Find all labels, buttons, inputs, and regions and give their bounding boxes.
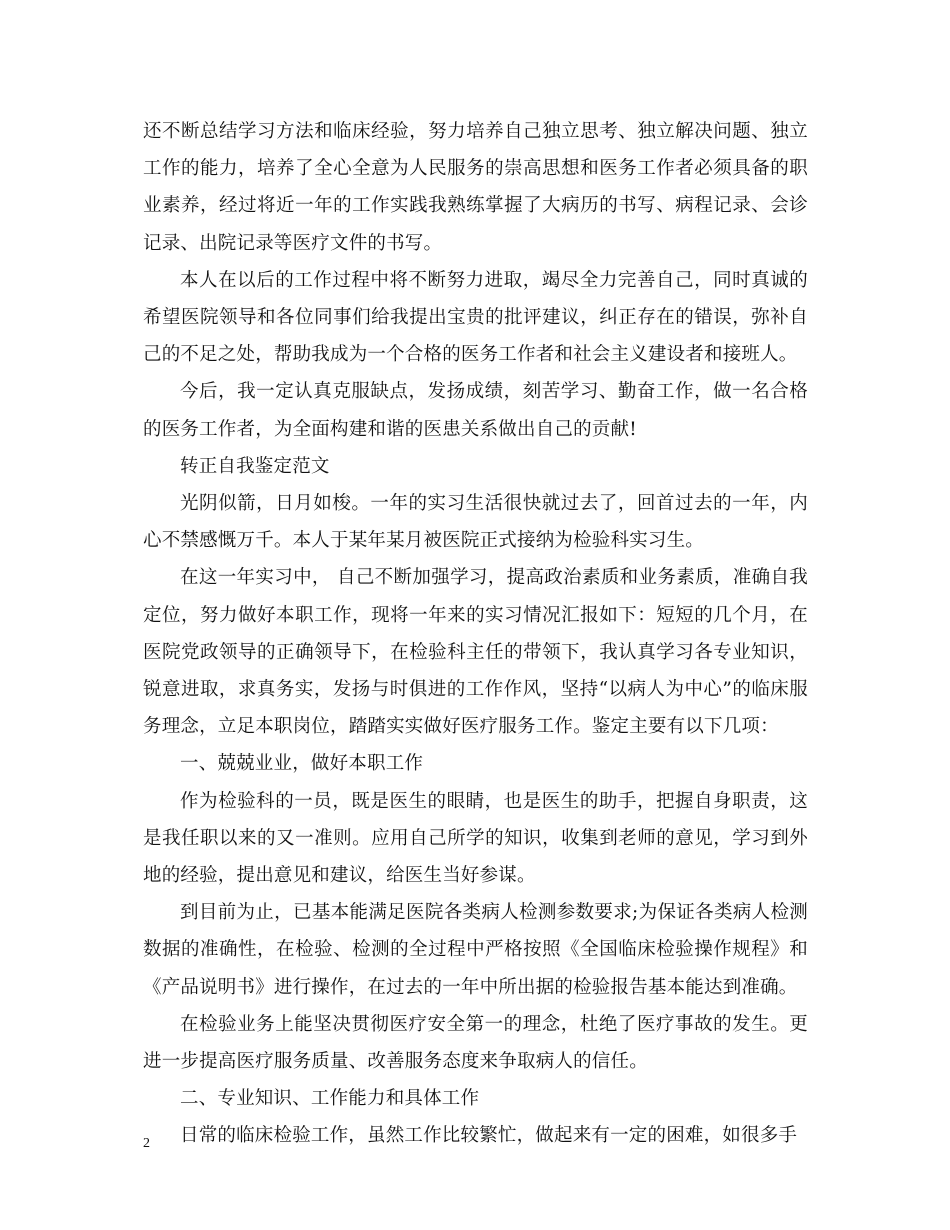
paragraph: 光阴似箭，日月如梭。一年的实习生活很快就过去了，回首过去的一年，内心不禁感慨万千。本人于某年某月被医院正式接纳为检验科实习生。 [143,493,808,552]
section-heading: 一、兢兢业业，做好本职工作 [180,753,424,775]
paragraph: 今后，我一定认真克服缺点，发扬成绩，刻苦学习、勤奋工作，做一名合格的医务工作者，为全面构建和谐的医患关系做出自己的贡献! [143,381,808,440]
paragraph: 日常的临床检验工作，虽然工作比较繁忙，做起来有一定的困难，如很多手 [180,1125,798,1147]
paragraph: 作为检验科的一员，既是医生的眼睛，也是医生的助手，把握自身职责，这是我任职以来的又一准则。应用自己所学的知识，收集到老师的意见，学习到外地的经验，提出意见和建议，给医生当好参谋。 [143,790,808,887]
document-body [143,113,808,1155]
section-heading: 转正自我鉴定范文 [180,455,330,477]
paragraph: 在检验业务上能坚决贯彻医疗安全第一的理念，杜绝了医疗事故的发生。更进一步提高医疗服务质量、改善服务态度来争取病人的信任。 [143,1013,808,1073]
paragraph: 到目前为止，已基本能满足医院各类病人检测参数要求;为保证各类病人检测数据的准确性，在检验、检测的全过程中严格按照《全国临床检验操作规程》和《产品说明书》进行操作，在过去的一年中所出据的检验报告基本能达到准确。 [143,902,808,998]
section-heading: 二、专业知识、工作能力和具体工作 [180,1088,480,1110]
paragraph: 还不断总结学习方法和临床经验，努力培养自己独立思考、独立解决问题、独立工作的能力，培养了全心全意为人民服务的崇高思想和医务工作者必须具备的职业素养，经过将近一年的工作实践我熟练掌握了大病历的书写、病程记录、会诊记录、出院记录等医疗文件的书写。 [143,121,808,254]
paragraph: 本人在以后的工作过程中将不断努力进取，竭尽全力完善自己，同时真诚的希望医院领导和各位同事们给我提出宝贵的批评建议，纠正存在的错误，弥补自己的不足之处，帮助我成为一个合格的医务工作者和社会主义建设者和接班人。 [143,269,808,366]
page-number: 2 [143,1136,150,1151]
paragraph: 在这一年实习中， 自己不断加强学习，提高政治素质和业务素质，准确自我定位，努力做好本职工作，现将一年来的实习情况汇报如下：短短的几个月，在医院党政领导的正确领导下，在检验科主任的带领下，我认真学习各专业知识，锐意进取，求真务实，发扬与时俱进的工作作风，坚持“以病人为中心”的临床服务理念，立足本职岗位，踏踏实实做好医疗服务工作。鉴定主要有以下几项： [143,567,808,738]
